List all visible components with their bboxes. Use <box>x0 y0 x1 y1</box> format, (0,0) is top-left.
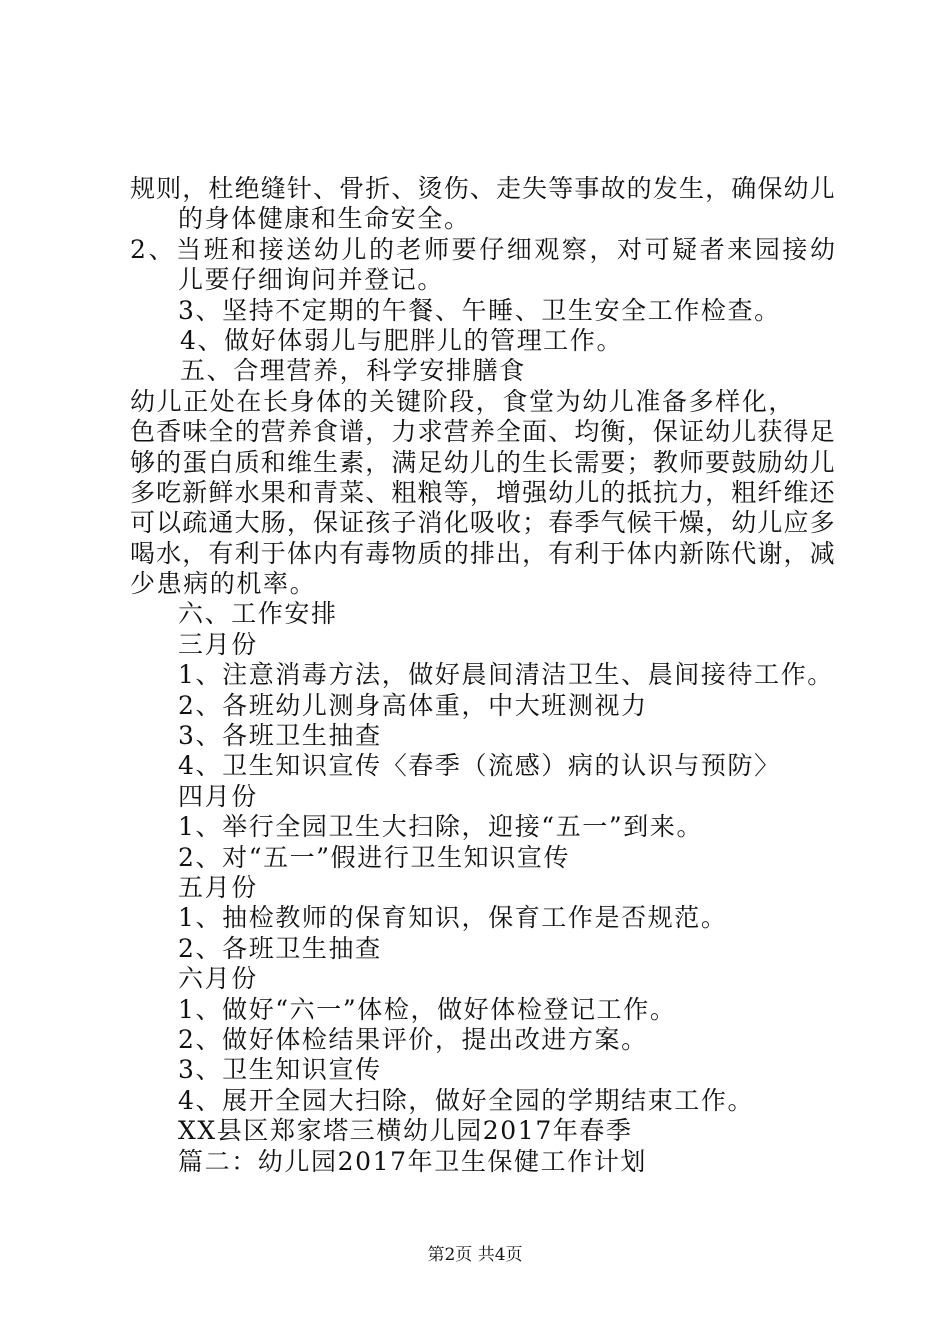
text-line: 篇二：幼儿园2017年卫生保健工作计划 <box>178 1146 648 1176</box>
text-line: 喝 水 ， 有 利 于 体 内 有 毒 物 质 的 排 出 ， 有 利 于 体 内 新 陈 代 谢 ， 减 <box>130 538 835 568</box>
text-line: 规 则 ， 杜 绝 缝 针 、 骨 折 、 烫 伤 、 走 失 等 事 故 的 发 生 ， 确 保 幼 儿 <box>130 174 835 203</box>
text-line: XX县区郑家塔三横幼儿园2017年春季 <box>178 1116 633 1146</box>
text-line: 2、做好体检结果评价，提出改进方案。 <box>178 1024 648 1054</box>
text-line: 六、工作安排 <box>178 599 338 629</box>
text-line: 色 香 味 全 的 营 养 食 谱 ， 力 求 营 养 全 面 、 均 衡 ， 保 证 幼 儿 获 得 足 <box>130 417 835 447</box>
text-line: 可 以 疏 通 大 肠 ， 保 证 孩 子 消 化 吸 收 ； 春 季 气 候 干 燥 ， 幼 儿 应 多 <box>130 508 835 538</box>
text-line: 1、举行全园卫生大扫除，迎接“五一”到来。 <box>178 812 704 842</box>
text-line: 五月份 <box>178 872 258 902</box>
text-line: 儿要仔细询问并登记。 <box>178 265 445 295</box>
text-line: 4、卫生知识宣传〈春季（流感）病的认识与预防〉 <box>178 751 781 781</box>
text-line: 1、做好“六一”体检，做好体检登记工作。 <box>178 994 677 1024</box>
document-body <box>130 174 835 1177</box>
page-footer: 第2页 共4页 <box>427 1245 523 1265</box>
text-line: 幼儿正处在长身体的关键阶段，食堂为幼儿准备多样化， <box>130 386 796 416</box>
text-line: 2 、 当 班 和 接 送 幼 儿 的 老 师 要 仔 细 观 察 ， 对 可 疑 者 来 园 接 幼 <box>130 234 835 264</box>
text-line: 四月份 <box>178 781 258 811</box>
text-line: 2、各班幼儿测身高体重，中大班测视力 <box>178 690 648 720</box>
text-line: 3、卫生知识宣传 <box>178 1055 382 1085</box>
text-line: 多 吃 新 鲜 水 果 和 青 菜 、 粗 粮 等 ， 增 强 幼 儿 的 抵 抗 力 ， 粗 纤 维 还 <box>130 477 835 507</box>
text-line: 4、做好体弱儿与肥胖儿的管理工作。 <box>180 325 624 355</box>
text-line: 的身体健康和生命安全。 <box>178 204 471 234</box>
text-line: 少患病的机率。 <box>130 569 317 599</box>
text-line: 够 的 蛋 白 质 和 维 生 素 ， 满 足 幼 儿 的 生 长 需 要 ； 教 师 要 鼓 励 幼 儿 <box>130 447 835 477</box>
text-line: 五、合理营养，科学安排膳食 <box>180 356 526 386</box>
text-line: 4、展开全园大扫除，做好全园的学期结束工作。 <box>178 1085 755 1115</box>
text-line: 2、各班卫生抽查 <box>178 933 382 963</box>
text-line: 1、注意消毒方法，做好晨间清洁卫生、晨间接待工作。 <box>178 660 834 690</box>
text-line: 2、对“五一”假进行卫生知识宣传 <box>178 842 571 872</box>
text-line: 3、坚持不定期的午餐、午睡、卫生安全工作检查。 <box>178 295 781 325</box>
text-line: 3、各班卫生抽查 <box>178 721 382 751</box>
text-line: 1、抽检教师的保育知识，保育工作是否规范。 <box>178 903 728 933</box>
text-line: 六月份 <box>178 964 258 994</box>
text-line: 三月份 <box>178 629 258 659</box>
